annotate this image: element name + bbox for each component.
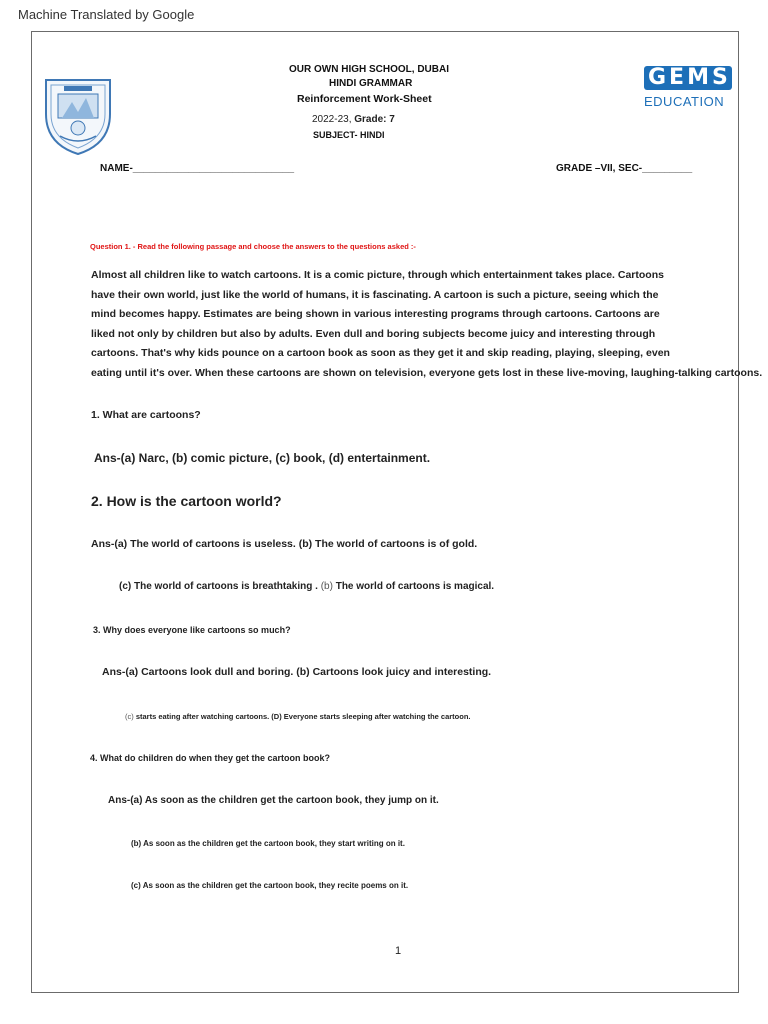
question-3-options-line2 [125, 712, 471, 721]
subject-label: SUBJECT- HINDI [313, 130, 385, 140]
passage [91, 266, 762, 384]
question-4: 4. What do children do when they get the cartoon book? [90, 753, 331, 763]
question-3: 3. Why does everyone like cartoons so much? [93, 625, 291, 635]
gems-education-text: EDUCATION [644, 94, 725, 109]
page-number: 1 [395, 945, 402, 957]
name-field[interactable]: NAME-_____________________________ [100, 163, 295, 174]
question-3-options-line1: Ans-(a) Cartoons look dull and boring. (b) Cartoons look juicy and interesting. [102, 666, 492, 678]
question-1: 1. What are cartoons? [91, 409, 201, 421]
school-name: OUR OWN HIGH SCHOOL, DUBAI [289, 64, 449, 75]
gems-education-logo [644, 66, 732, 109]
question-2-options-line2 [119, 581, 494, 592]
option-c: (c) The world of cartoons is breathtaking . [119, 581, 318, 592]
gems-wordmark: GEMS [644, 66, 732, 90]
option-c-d: starts eating after watching cartoons. (D) Everyone starts sleeping after watching the cartoon. [133, 712, 471, 721]
answer-prefix: Ans-(a) [91, 538, 128, 550]
subject-title: HINDI GRAMMAR [329, 78, 413, 89]
passage-line: Almost all children like to watch cartoons. It is a comic picture, through which entertainment takes place. Cartoons [91, 269, 664, 281]
question-4-option-c: (c) As soon as the children get the cartoon book, they recite poems on it. [131, 881, 409, 890]
answer-text: The world of cartoons is useless. (b) The world of cartoons is of gold. [127, 538, 478, 550]
passage-line: have their own world, just like the world of humans, it is fascinating. A cartoon is such a picture, seeing which the [91, 288, 659, 301]
question-2-options-line1 [91, 538, 477, 550]
worksheet-page [31, 31, 763, 993]
question1-instruction: Question 1. - Read the following passage and choose the answers to the questions asked :- [90, 242, 416, 251]
question-1-options: Ans-(a) Narc, (b) comic picture, (c) book, (d) entertainment. [94, 451, 431, 465]
option-b-marker: (b) [320, 581, 333, 592]
grade-text: Grade: 7 [354, 114, 395, 125]
passage-line: cartoons. That's why kids pounce on a cartoon book as soon as they get it and skip reading, playing, sleeping, even [91, 347, 670, 360]
year-text: 2022-23, [312, 114, 352, 125]
option-b: The world of cartoons is magical. [332, 581, 495, 592]
question-4-option-a: Ans-(a) As soon as the children get the cartoon book, they jump on it. [108, 795, 439, 806]
school-crest-logo [42, 74, 114, 161]
passage-line: eating until it's over. When these cartoons are shown on television, everyone gets lost in these live-moving, laughing-talking cartoons. [91, 366, 763, 379]
option-c-marker: (c) [125, 712, 134, 721]
academic-year [312, 114, 395, 125]
passage-line: liked not only by children but also by adults. Even dull and boring subjects become juicy and interesting through [91, 327, 656, 340]
question-2: 2. How is the cartoon world? [91, 493, 282, 509]
grade-section-field[interactable]: GRADE –VII, SEC-_________ [556, 163, 693, 174]
worksheet-title: Reinforcement Work-Sheet [297, 93, 432, 105]
passage-line: mind becomes happy. Estimates are being shown in various interesting programs through cartoons. Cartoons are [91, 308, 660, 321]
question-4-option-b: (b) As soon as the children get the cartoon book, they start writing on it. [131, 839, 405, 848]
translation-banner: Machine Translated by Google [18, 7, 195, 22]
